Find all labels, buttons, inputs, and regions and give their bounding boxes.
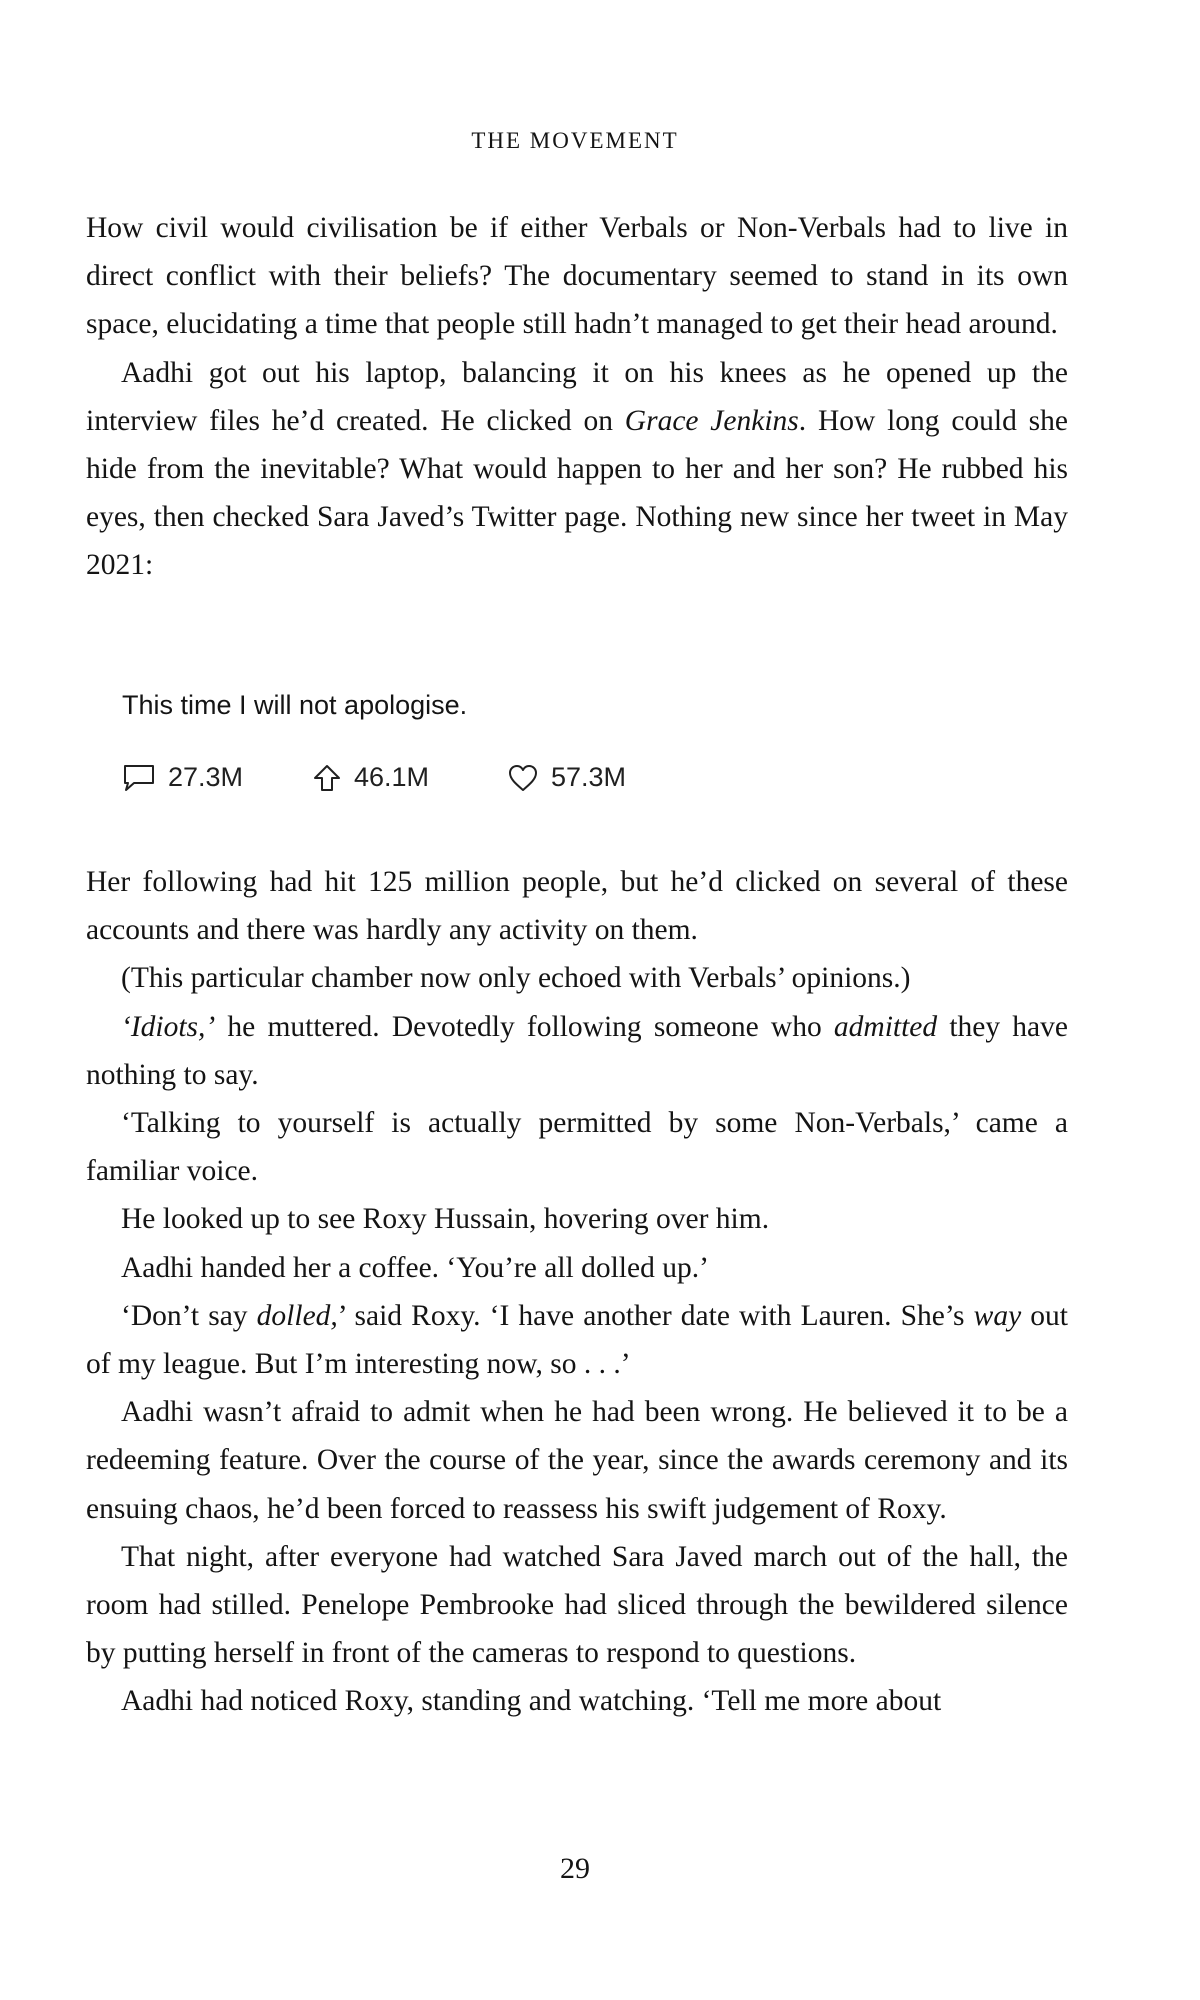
like-count — [507, 762, 626, 793]
tweet-stats — [122, 762, 822, 802]
body-text-bottom — [86, 858, 1068, 1726]
reply-count — [122, 762, 243, 793]
paragraph: He looked up to see Roxy Hussain, hovering over him. — [121, 1203, 770, 1236]
paragraph: Her following had hit 125 million people, but he’d clicked on several of these accounts and there was hardly any activity on them. — [86, 866, 1068, 947]
body-text-top — [86, 204, 1068, 590]
paragraph: That night, after everyone had watched Sara Javed march out of the hall, the room had stilled. Penelope Pembrooke had sliced through the bewildered silence by putting herself in front of the cameras to respond to questions. — [86, 1540, 1068, 1670]
like-count-value: 57.3M — [551, 762, 627, 792]
paragraph: Aadhi handed her a coffee. ‘You’re all dolled up.’ — [121, 1251, 709, 1284]
reply-count-value: 27.3M — [168, 762, 244, 792]
heart-icon — [507, 763, 539, 793]
paragraph: (This particular chamber now only echoed with Verbals’ opinions.) — [121, 962, 911, 995]
paragraph: How civil would civilisation be if either Verbals or Non-Verbals had to live in direct conflict with their beliefs? The documentary seemed to stand in its own space, elucidating a time that people still hadn’t managed to get their head around. — [86, 212, 1068, 341]
speech-bubble-icon — [122, 763, 156, 793]
paragraph: ‘Talking to yourself is actually permitted by some Non-Verbals,’ came a familiar voice. — [86, 1107, 1068, 1188]
paragraph: ‘Idiots,’ he muttered. Devotedly following someone who admitted they have nothing to say. — [86, 1010, 1068, 1091]
tweet-text: This time I will not apologise. — [122, 690, 468, 720]
up-arrow-icon — [312, 763, 342, 793]
retweet-count-value: 46.1M — [354, 762, 430, 792]
paragraph: ‘Don’t say dolled,’ said Roxy. ‘I have another date with Lauren. She’s way out of my league. But I’m interesting now, so . . .’ — [86, 1299, 1068, 1381]
retweet-count — [312, 762, 429, 793]
paragraph: Aadhi had noticed Roxy, standing and watching. ‘Tell me more about — [121, 1685, 942, 1718]
quoted-tweet — [122, 690, 822, 792]
running-head: THE MOVEMENT — [471, 128, 679, 153]
paragraph: Aadhi wasn’t afraid to admit when he had been wrong. He believed it to be a redeeming feature. Over the course of the year, since the awards ceremony and its ensuing chaos, he’d been forced to reassess his swift judgement of Roxy. — [86, 1396, 1068, 1525]
paragraph: Aadhi got out his laptop, balancing it on his knees as he opened up the interview files he’d created. He clicked on Grace Jenkins. How long could she hide from the inevitable? What would happen to her and her son? He rubbed his eyes, then checked Sara Javed’s Twitter page. Nothing new since her tweet in May 2021: — [86, 356, 1068, 582]
page-number: 29 — [560, 1852, 590, 1885]
